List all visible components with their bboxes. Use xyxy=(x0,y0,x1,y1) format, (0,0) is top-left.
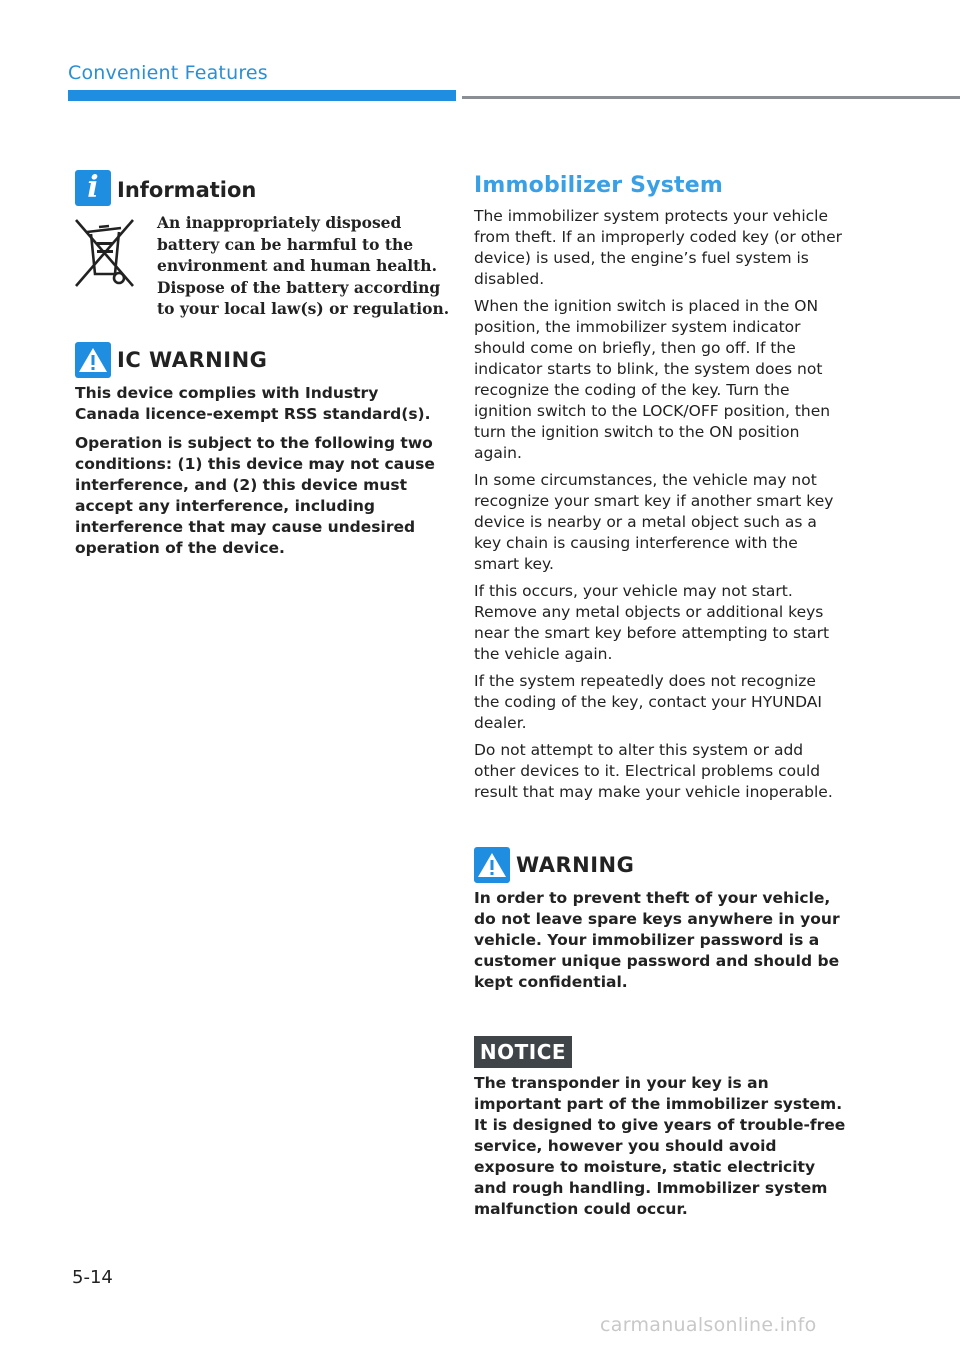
body-paragraph: The immobilizer system protects your vehicle from theft. If an improperly coded key (or other device) is used, the engine’s fuel system is disabled. xyxy=(474,207,842,288)
notice-text xyxy=(474,1073,846,1228)
watermark: carmanualsonline.info xyxy=(600,1314,817,1336)
crossed-out-bin-icon xyxy=(75,214,135,290)
info-icon: i xyxy=(75,170,111,206)
body-paragraph: If this occurs, your vehicle may not start. Remove any metal objects or additional keys near the smart key before attempting to start the vehicle again. xyxy=(474,582,830,663)
information-title: Information xyxy=(117,178,257,202)
warning-triangle-icon xyxy=(474,847,510,883)
page-number: 5-14 xyxy=(72,1267,113,1288)
ic-warning-paragraph: This device complies with Industry Canada licence-exempt RSS standard(s). xyxy=(75,384,431,423)
ic-warning-title: IC WARNING xyxy=(117,348,268,372)
immobilizer-body xyxy=(474,206,846,809)
header-rule-accent xyxy=(68,90,456,101)
body-paragraph: When the ignition switch is placed in the ON position, the immobilizer system indicator should come on briefly, then go off. If the indicator starts to blink, the system does not recognize the coding of the key. Turn the ignition switch to the LOCK/OFF position, then turn the ignition switch to the ON position again. xyxy=(474,297,831,462)
immobilizer-heading: Immobilizer System xyxy=(474,173,723,198)
ic-warning-text xyxy=(75,383,447,567)
warning-title: WARNING xyxy=(516,853,635,877)
body-paragraph: Do not attempt to alter this system or add other devices to it. Electrical problems could result that may make your vehicle inoperable. xyxy=(474,741,833,801)
warning-triangle-icon xyxy=(75,342,111,378)
information-text: An inappropriately disposed battery can be harmful to the environment and human health. Dispose of the battery according to your local law(s) or regulation. xyxy=(157,213,450,318)
ic-warning-paragraph: Operation is subject to the following two conditions: (1) this device may not cause interference, and (2) this device must accept any interference, including interference that may cause undesired operation of the device. xyxy=(75,434,435,557)
section-title: Convenient Features xyxy=(68,62,268,84)
notice-paragraph: The transponder in your key is an important part of the immobilizer system. It is designed to give years of trouble-free service, however you should avoid exposure to moisture, static electricity and rough handling. Immobilizer system malfunction could occur. xyxy=(474,1074,846,1218)
notice-label: NOTICE xyxy=(474,1036,572,1068)
body-paragraph: In some circumstances, the vehicle may not recognize your smart key if another smart key device is nearby or a metal object such as a key chain is causing interference with the smart key. xyxy=(474,471,834,573)
header-rule-gray xyxy=(462,96,960,99)
body-paragraph: If the system repeatedly does not recognize the coding of the key, contact your HYUNDAI dealer. xyxy=(474,672,822,732)
warning-text xyxy=(474,888,846,1001)
warning-paragraph: In order to prevent theft of your vehicle, do not leave spare keys anywhere in your vehicle. Your immobilizer password is a customer unique password and should be kept confidential. xyxy=(474,889,840,991)
